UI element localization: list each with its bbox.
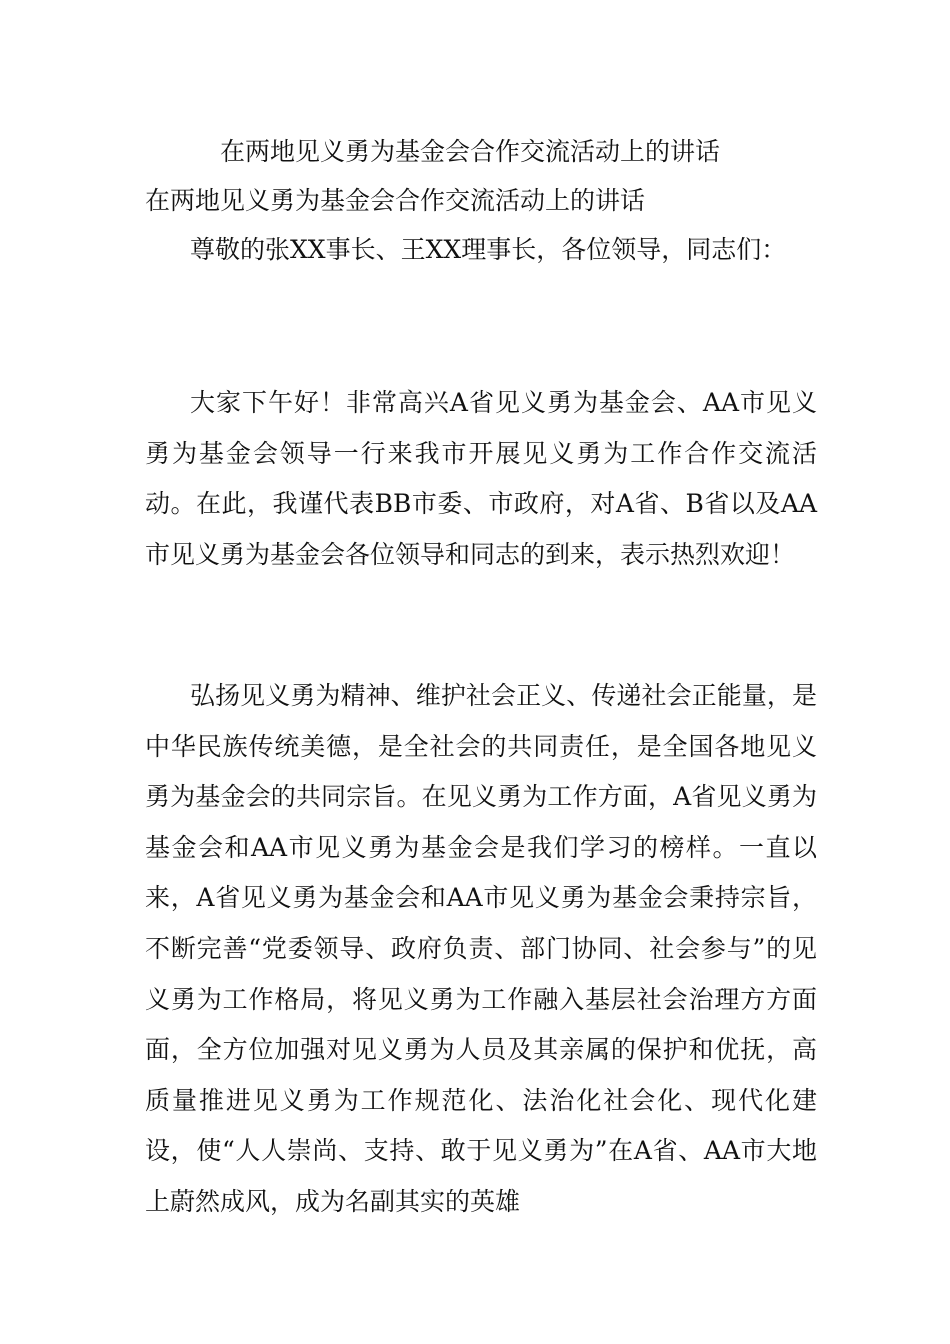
- paragraph-welcome: 大家下午好！非常高兴A省见义勇为基金会、AA市见义勇为基金会领导一行来我市开展见义勇为工作合作交流活动。在此，我谨代表BB市委、市政府，对A省、B省以及AA市见义勇为基金会各位领导和同志的到来，表示热烈欢迎！: [145, 388, 817, 569]
- paragraph-spirit: 弘扬见义勇为精神、维护社会正义、传递社会正能量，是中华民族传统美德，是全社会的共同责任，是全国各地见义勇为基金会的共同宗旨。在见义勇为工作方面，A省见义勇为基金会和AA市见义勇为基金会是我们学习的榜样。一直以来，A省见义勇为基金会和AA市见义勇为基金会秉持宗旨，不断完善“党委领导、政府负责、部门协同、社会参与”的见义勇为工作格局，将见义勇为工作融入基层社会治理方方面面，全方位加强对见义勇为人员及其亲属的保护和优抚，高质量推进见义勇为工作规范化、法治化社会化、现代化建设，使“人人崇尚、支持、敢于见义勇为”在A省、AA市大地上蔚然成风，成为名副其实的英雄: [145, 681, 817, 1216]
- salutation: 尊敬的张XX事长、王XX理事长，各位领导，同志们：: [190, 235, 787, 264]
- document-title: 在两地见义勇为基金会合作交流活动上的讲话: [220, 137, 721, 166]
- document-subtitle: 在两地见义勇为基金会合作交流活动上的讲话: [145, 186, 646, 215]
